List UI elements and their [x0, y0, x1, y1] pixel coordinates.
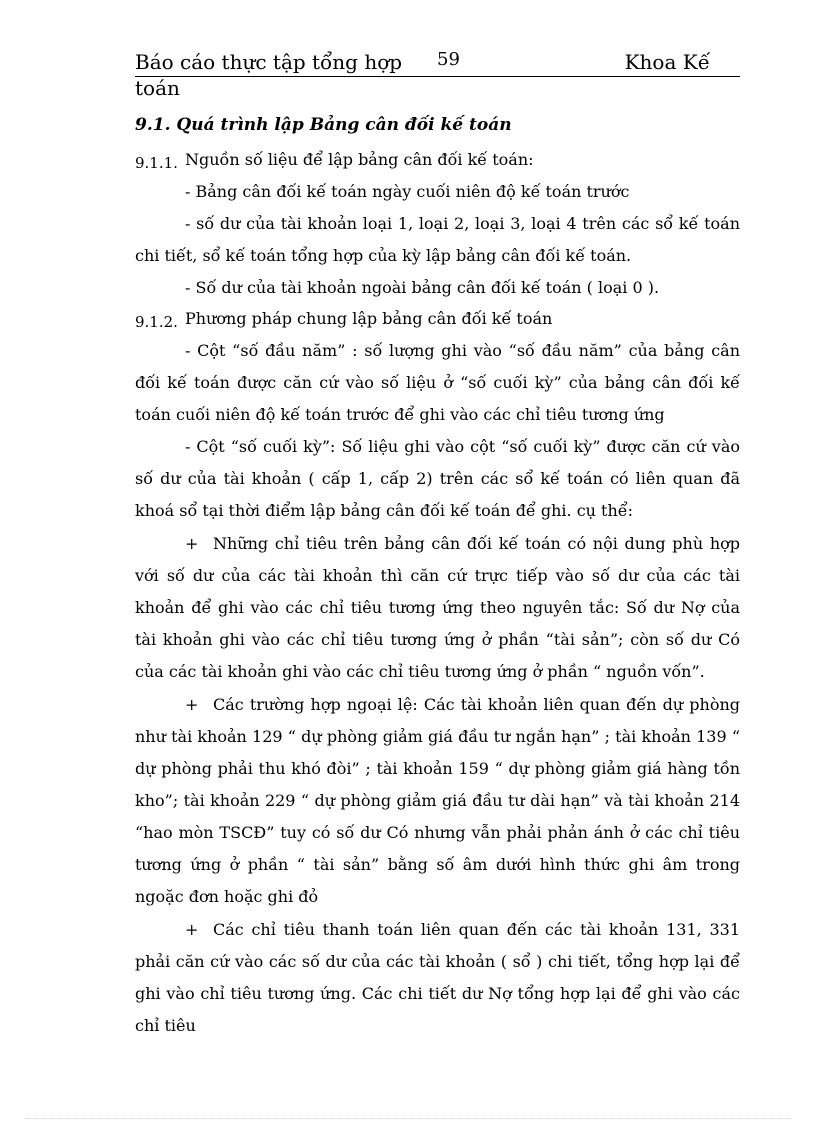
body-block-4 — [135, 689, 740, 913]
paragraph: - Số dư của tài khoản ngoài bảng cân đối kế toán ( loại 0 ). — [185, 278, 660, 297]
subsection-title: Phương pháp chung lập bảng cân đối kế toán — [185, 309, 553, 328]
bullet-paragraph — [135, 528, 740, 688]
subsection-heading — [135, 144, 740, 176]
bullet-paragraph — [135, 914, 740, 1042]
header-department-continued: toán — [135, 76, 180, 100]
subsection-title: Nguồn số liệu để lập bảng cân đối kế toán: — [185, 150, 534, 169]
bullet-text: Các chỉ tiêu thanh toán liên quan đến các tài khoản 131, 331 phải căn cứ vào các số dư của các tài khoản ( sổ ) chi tiết, tổng hợp lại để ghi vào chỉ tiêu tương ứng. Các chi tiết dư Nợ tổng hợp lại để ghi vào các chỉ tiêu — [135, 920, 740, 1035]
page-header — [135, 50, 740, 77]
body-block-2 — [135, 303, 740, 527]
body-block-3 — [135, 528, 740, 688]
body-block-5 — [135, 914, 740, 1042]
subsection-number: 9.1.1. — [135, 154, 178, 172]
plus-marker: + — [185, 695, 199, 714]
paragraph: - số dư của tài khoản loại 1, loại 2, loại 3, loại 4 trên các sổ kế toán chi tiết, sổ kế toán tổng hợp của kỳ lập bảng cân đối kế toán. — [135, 214, 740, 265]
page-bottom-divider — [25, 1118, 791, 1119]
header-report-title: Báo cáo thực tập tổng hợp — [135, 50, 403, 74]
plus-marker: + — [185, 920, 199, 939]
subsection-heading — [135, 303, 740, 335]
body-block-1 — [135, 144, 740, 304]
page-number: 59 — [437, 49, 460, 70]
bullet-paragraph — [135, 689, 740, 913]
paragraph: - Cột “số đầu năm” : số lượng ghi vào “số đầu năm” của bảng cân đối kế toán được căn cứ vào số liệu ở “số cuối kỳ” của bảng cân đối kế toán cuối niên độ kế toán trước để ghi vào các chỉ tiêu tương ứng — [135, 341, 740, 424]
header-department: Khoa Kế — [624, 50, 710, 74]
bullet-text: Các trường hợp ngoại lệ: Các tài khoản liên quan đến dự phòng như tài khoản 129 “ dự phòng giảm giá đầu tư ngắn hạn” ; tài khoản 139 “ dự phòng phải thu khó đòi” ; tài khoản 159 “ dự phòng giảm giá hàng tồn kho”; tài khoản 229 “ dự phòng giảm giá đầu tư dài hạn” và tài khoản 214 “hao mòn TSCĐ” tuy có số dư Có nhưng vẫn phải phản ánh ở các chỉ tiêu tương ứng ở phần “ tài sản” bằng số âm dưới hình thức ghi âm trong ngoặc đơn hoặc ghi đỏ — [135, 695, 740, 906]
paragraph: - Cột “số cuối kỳ”: Số liệu ghi vào cột “số cuối kỳ” được căn cứ vào số dư của tài khoản ( cấp 1, cấp 2) trên các sổ kế toán có liên quan đã khoá sổ tại thời điểm lập bảng cân đối kế toán để ghi. cụ thể: — [135, 437, 740, 520]
subsection-number: 9.1.2. — [135, 313, 178, 331]
plus-marker: + — [185, 534, 199, 553]
bullet-text: Những chỉ tiêu trên bảng cân đối kế toán có nội dung phù hợp với số dư của các tài khoản thì căn cứ trực tiếp vào số dư của các tài khoản để ghi vào các chỉ tiêu tương ứng theo nguyên tắc: Số dư Nợ của tài khoản ghi vào các chỉ tiêu tương ứng ở phần “tài sản”; còn số dư Có của các tài khoản ghi vào các chỉ tiêu tương ứng ở phần “ nguồn vốn”. — [135, 534, 740, 681]
paragraph: - Bảng cân đối kế toán ngày cuối niên độ kế toán trước — [185, 182, 630, 201]
section-title: 9.1. Quá trình lập Bảng cân đối kế toán — [135, 115, 512, 135]
